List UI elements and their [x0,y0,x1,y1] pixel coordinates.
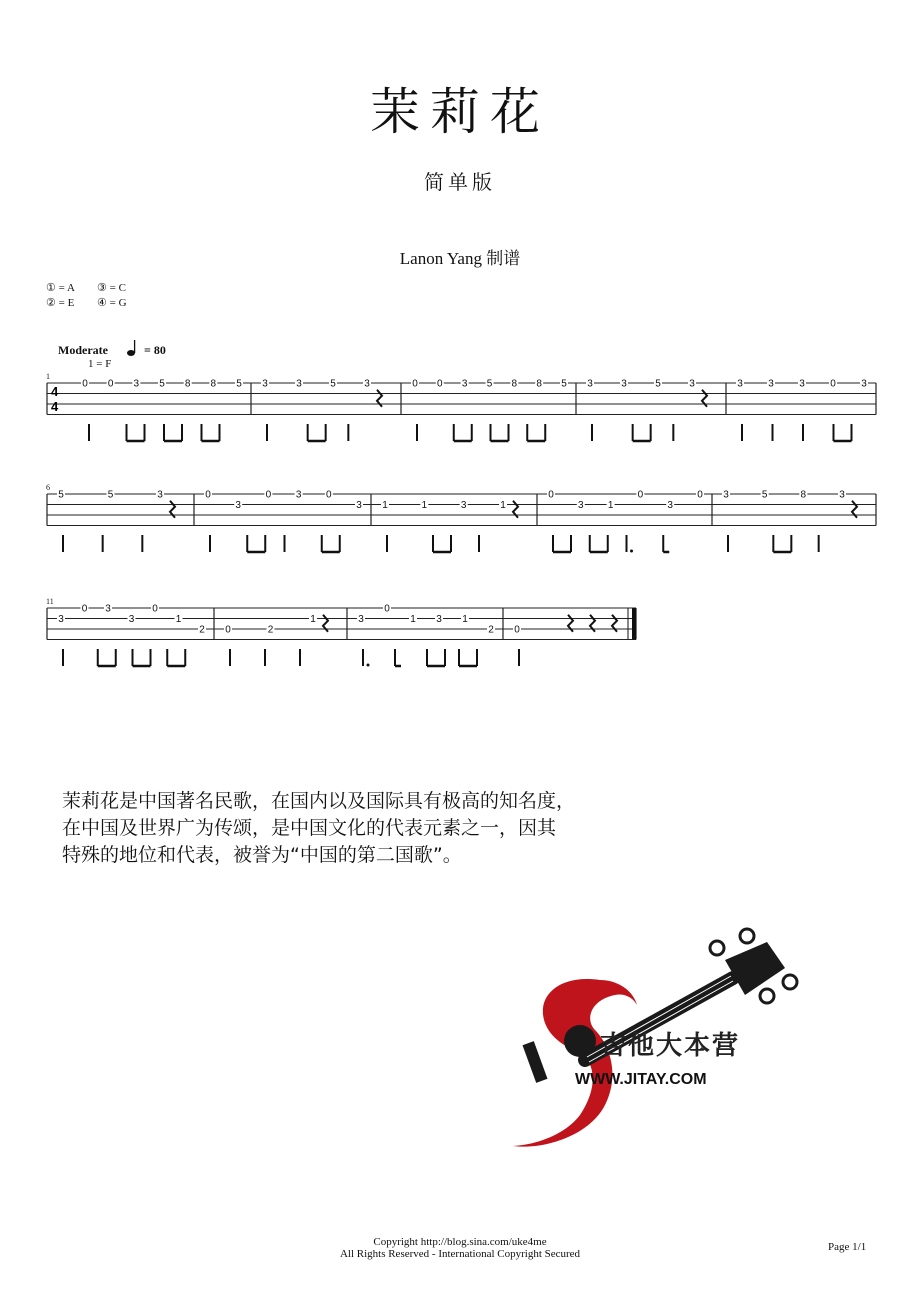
fret-number: 3 [296,378,302,390]
fret-number: 5 [761,489,768,501]
description-line: 在中国及世界广为传颂，是中国文化的代表元素之一，因其 [62,817,557,839]
copyright-line: All Rights Reserved - International Copyright Secured [339,1248,581,1260]
key-signature: 1 = F [88,358,112,370]
fret-number: 1 [500,500,506,511]
tuning-peg-icon [710,941,724,955]
tuning-string-1: ① = A [46,282,75,294]
song-title: 茉莉花 [370,83,550,141]
description [62,788,575,869]
fret-number: 3 [133,378,140,390]
fret-number: 3 [461,378,468,390]
fret-number: 3 [839,489,845,501]
fret-number: 3 [105,603,111,615]
fret-number: 1 [175,614,182,625]
fret-number: 0 [514,624,520,636]
tempo-bpm: = 80 [143,343,166,357]
fret-number: 3 [799,378,805,390]
fret-number: 1 [382,500,388,511]
tuning-string-2: ② = E [46,297,75,309]
fret-number: 1 [410,614,416,625]
fret-number: 3 [295,489,302,501]
fret-number: 2 [488,624,494,636]
fret-number: 3 [436,614,442,625]
fret-number: 0 [326,489,332,501]
guitar-bridge [523,1041,548,1083]
fret-number: 0 [437,378,443,390]
fret-number: 0 [637,489,644,501]
fret-number: 8 [184,378,191,390]
fret-number: 5 [655,378,661,390]
fret-number: 3 [737,378,743,390]
fret-number: 5 [561,378,567,390]
fret-number: 0 [412,378,418,390]
fret-number: 3 [723,489,729,501]
fret-number: 2 [267,624,274,636]
fret-number: 5 [236,378,242,390]
fret-number: 3 [235,500,241,511]
fret-number: 0 [152,603,158,615]
dot [630,550,633,553]
copyright-line: Copyright http://blog.sina.com/uke4me [373,1236,547,1248]
fret-number: 3 [578,500,584,511]
fret-number: 0 [107,378,114,390]
measure-number: 1 [46,372,50,381]
description-line: 特殊的地位和代表，被誉为“中国的第二国歌”。 [62,844,462,866]
tuning-string-3: ③ = C [97,282,126,294]
fret-number: 1 [607,500,614,511]
description-line: 茉莉花是中国著名民歌，在国内以及国际具有极高的知名度， [62,790,576,812]
fret-number: 3 [621,378,627,390]
fret-number: 3 [356,500,362,511]
copyright-notice [0,1236,920,1260]
fret-number: 0 [205,489,211,501]
fret-number: 3 [861,378,867,390]
fret-number: 1 [421,500,428,511]
fret-number: 3 [128,614,135,625]
guitar-headstock [725,942,785,995]
fret-number: 5 [330,378,336,390]
fret-number: 0 [830,378,836,390]
fret-number: 0 [697,489,703,501]
fret-number: 3 [358,614,364,625]
time-signature-top: 4 [51,384,59,399]
fret-number: 5 [107,489,114,501]
fret-number: 5 [159,378,165,390]
tuning-peg-icon [783,975,797,989]
tuning-string-4: ④ = G [97,297,127,309]
fret-number: 3 [262,378,268,390]
fret-number: 3 [768,378,774,390]
fret-number: 3 [587,378,593,390]
fret-number: 5 [486,378,493,390]
final-barline [632,608,636,640]
fret-number: 3 [689,378,695,390]
dot [367,664,370,667]
fret-number: 3 [364,378,370,390]
fret-number: 3 [667,500,673,511]
fret-number: 0 [82,378,88,390]
time-signature-bottom: 4 [51,399,59,414]
fret-number: 8 [210,378,217,390]
logo-url: WWW.JITAY.COM [575,1071,707,1088]
tempo-label: Moderate [58,343,108,357]
fret-number: 1 [310,614,316,625]
song-subtitle: 简单版 [424,170,496,194]
page-number: Page 1/1 [828,1241,867,1253]
fret-number: 8 [800,489,807,501]
measure-number: 6 [46,483,50,492]
fret-number: 0 [384,603,390,615]
fret-number: 2 [199,624,205,636]
logo-badge [564,1025,596,1057]
fret-number: 1 [462,614,468,625]
fret-number: 3 [460,500,467,511]
fret-number: 0 [265,489,272,501]
fret-number: 0 [81,603,88,615]
fret-number: 5 [58,489,64,501]
fret-number: 8 [536,378,542,390]
measure-number: 11 [46,597,54,606]
arranger-credit: Lanon Yang 制谱 [399,249,521,268]
fret-number: 3 [58,614,64,625]
fret-number: 3 [157,489,163,501]
logo-text: 吉他大本营 [600,1031,741,1061]
fret-number: 0 [548,489,554,501]
fret-number: 8 [511,378,518,390]
fret-number: 0 [225,624,231,636]
tuning-peg-icon [740,929,754,943]
tuning-peg-icon [760,989,774,1003]
